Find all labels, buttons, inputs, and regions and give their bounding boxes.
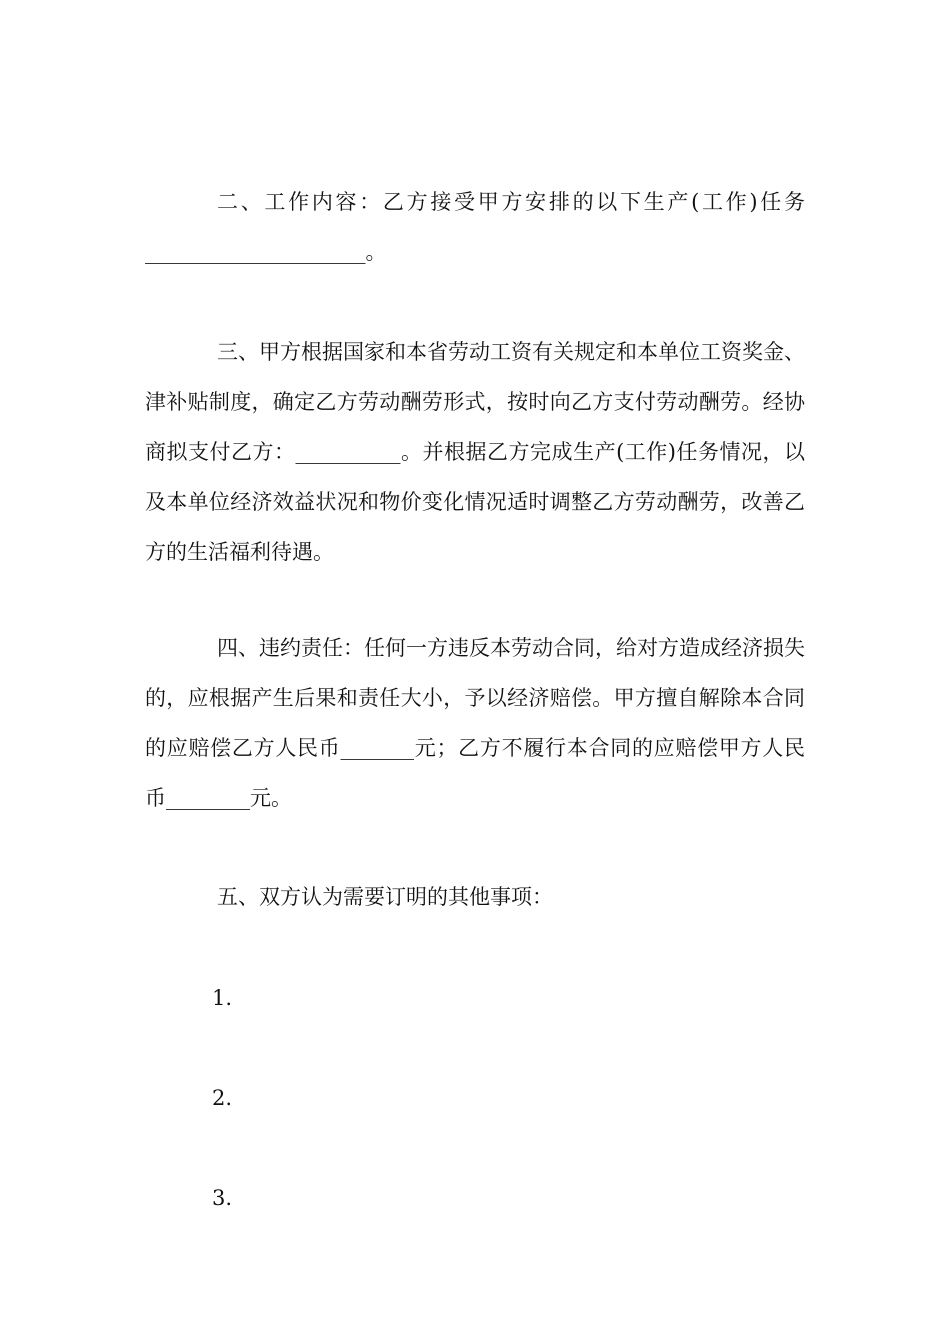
list-item: 3. bbox=[212, 1186, 233, 1210]
clause-remuneration: 三、甲方根据国家和本省劳动工资有关规定和本单位工资奖金、津补贴制度，确定乙方劳动酬劳形式，按时向乙方支付劳动酬劳。经协商拟支付乙方：__________。并根据乙方完成生产(工作)任务情况，以及本单位经济效益状况和物价变化情况适时调整乙方劳动酬劳，改善乙方的生活福利待遇。 bbox=[145, 340, 805, 564]
list-item: 2. bbox=[212, 1086, 233, 1110]
list-item: 1. bbox=[212, 986, 233, 1010]
clause-liability: 四、违约责任：任何一方违反本劳动合同，给对方造成经济损失的，应根据产生后果和责任大小，予以经济赔偿。甲方擅自解除本合同的应赔偿乙方人民币_______元；乙方不履行本合同的应赔偿甲方人民币________元。 bbox=[145, 636, 805, 810]
clause-work-content: 二、工作内容：乙方接受甲方安排的以下生产(工作)任务_____________________。 bbox=[145, 190, 805, 264]
clause-other-matters: 五、双方认为需要订明的其他事项： bbox=[217, 885, 553, 909]
